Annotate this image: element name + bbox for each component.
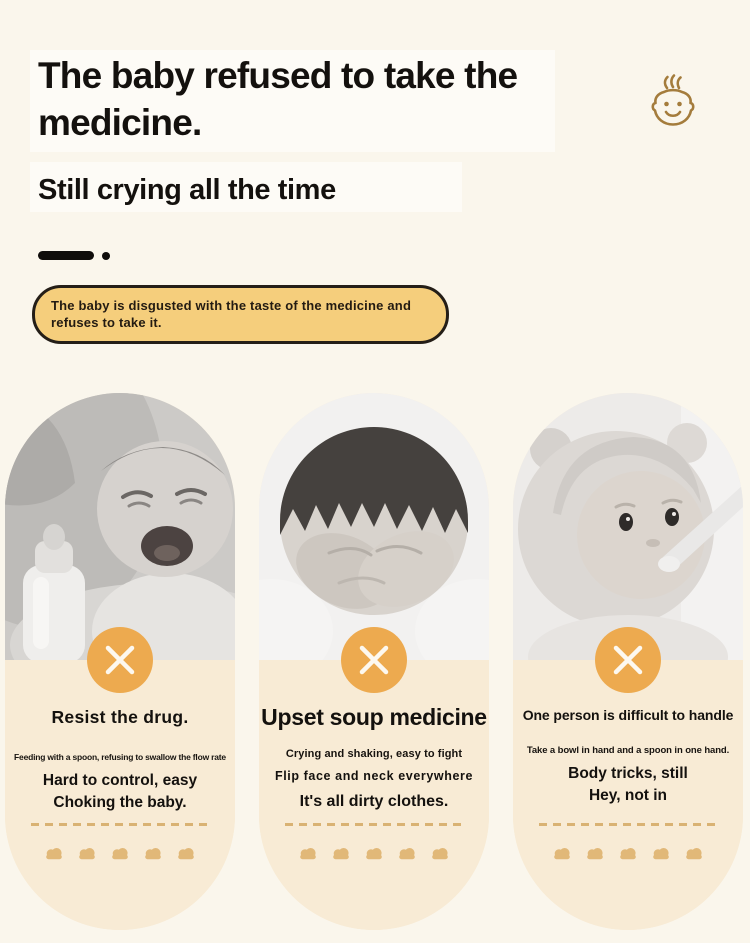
card-line2: Hey, not in	[588, 787, 668, 805]
cloud-icon	[176, 846, 196, 860]
page-title-line2: medicine.	[38, 102, 202, 143]
x-mark-badge	[595, 627, 661, 693]
rating-clouds	[298, 846, 450, 860]
cloud-icon	[44, 846, 64, 860]
rating-clouds	[552, 846, 704, 860]
dash-decoration	[38, 251, 94, 260]
card-detail: Feeding with a spoon, refusing to swallow the flow rate	[14, 752, 226, 762]
dashed-separator	[31, 823, 209, 826]
card-text-panel	[513, 660, 743, 930]
card-title: Resist the drug.	[51, 707, 189, 727]
card-line2: It's all dirty clothes.	[299, 793, 449, 811]
cloud-icon	[430, 846, 450, 860]
callout-text: The baby is disgusted with the taste of the medicine and refuses to take it.	[51, 298, 412, 330]
cloud-icon	[77, 846, 97, 860]
card-text-panel	[259, 660, 489, 930]
dashed-separator	[539, 823, 717, 826]
page-title	[38, 52, 598, 146]
photo-baby-covering-face	[259, 393, 489, 660]
card-title: One person is difficult to handle	[522, 707, 734, 723]
cloud-icon	[110, 846, 130, 860]
card-line1: Hard to control, easy	[42, 772, 198, 789]
cloud-icon	[364, 846, 384, 860]
card-resist-drug	[5, 393, 235, 930]
card-detail: Crying and shaking, easy to fight	[285, 748, 463, 760]
callout-pill	[32, 285, 449, 344]
cloud-icon	[298, 846, 318, 860]
card-line1: Body tricks, still	[568, 765, 688, 782]
card-difficult-to-handle	[513, 393, 743, 930]
dashed-separator	[285, 823, 463, 826]
card-title: Upset soup medicine	[261, 704, 487, 730]
cards-row	[0, 393, 750, 930]
rating-clouds	[44, 846, 196, 860]
cloud-icon	[684, 846, 704, 860]
page-subtitle: Still crying all the time	[38, 174, 336, 206]
card-line2: Choking the baby.	[53, 794, 187, 812]
photo-crying-baby	[5, 393, 235, 660]
cloud-icon	[552, 846, 572, 860]
x-mark-badge	[341, 627, 407, 693]
page-title-line1: The baby refused to take the	[38, 55, 518, 96]
cloud-icon	[143, 846, 163, 860]
cloud-icon	[618, 846, 638, 860]
card-text-panel	[5, 660, 235, 930]
cloud-icon	[651, 846, 671, 860]
cloud-icon	[397, 846, 417, 860]
baby-face-icon	[650, 73, 696, 138]
card-upset-soup	[259, 393, 489, 930]
card-detail: Take a bowl in hand and a spoon in one hand.	[526, 745, 730, 756]
cloud-icon	[585, 846, 605, 860]
dot-decoration	[102, 252, 110, 260]
x-mark-badge	[87, 627, 153, 693]
card-line1: Flip face and neck everywhere	[274, 769, 474, 783]
cloud-icon	[331, 846, 351, 860]
photo-baby-spoon-fed	[513, 393, 743, 660]
